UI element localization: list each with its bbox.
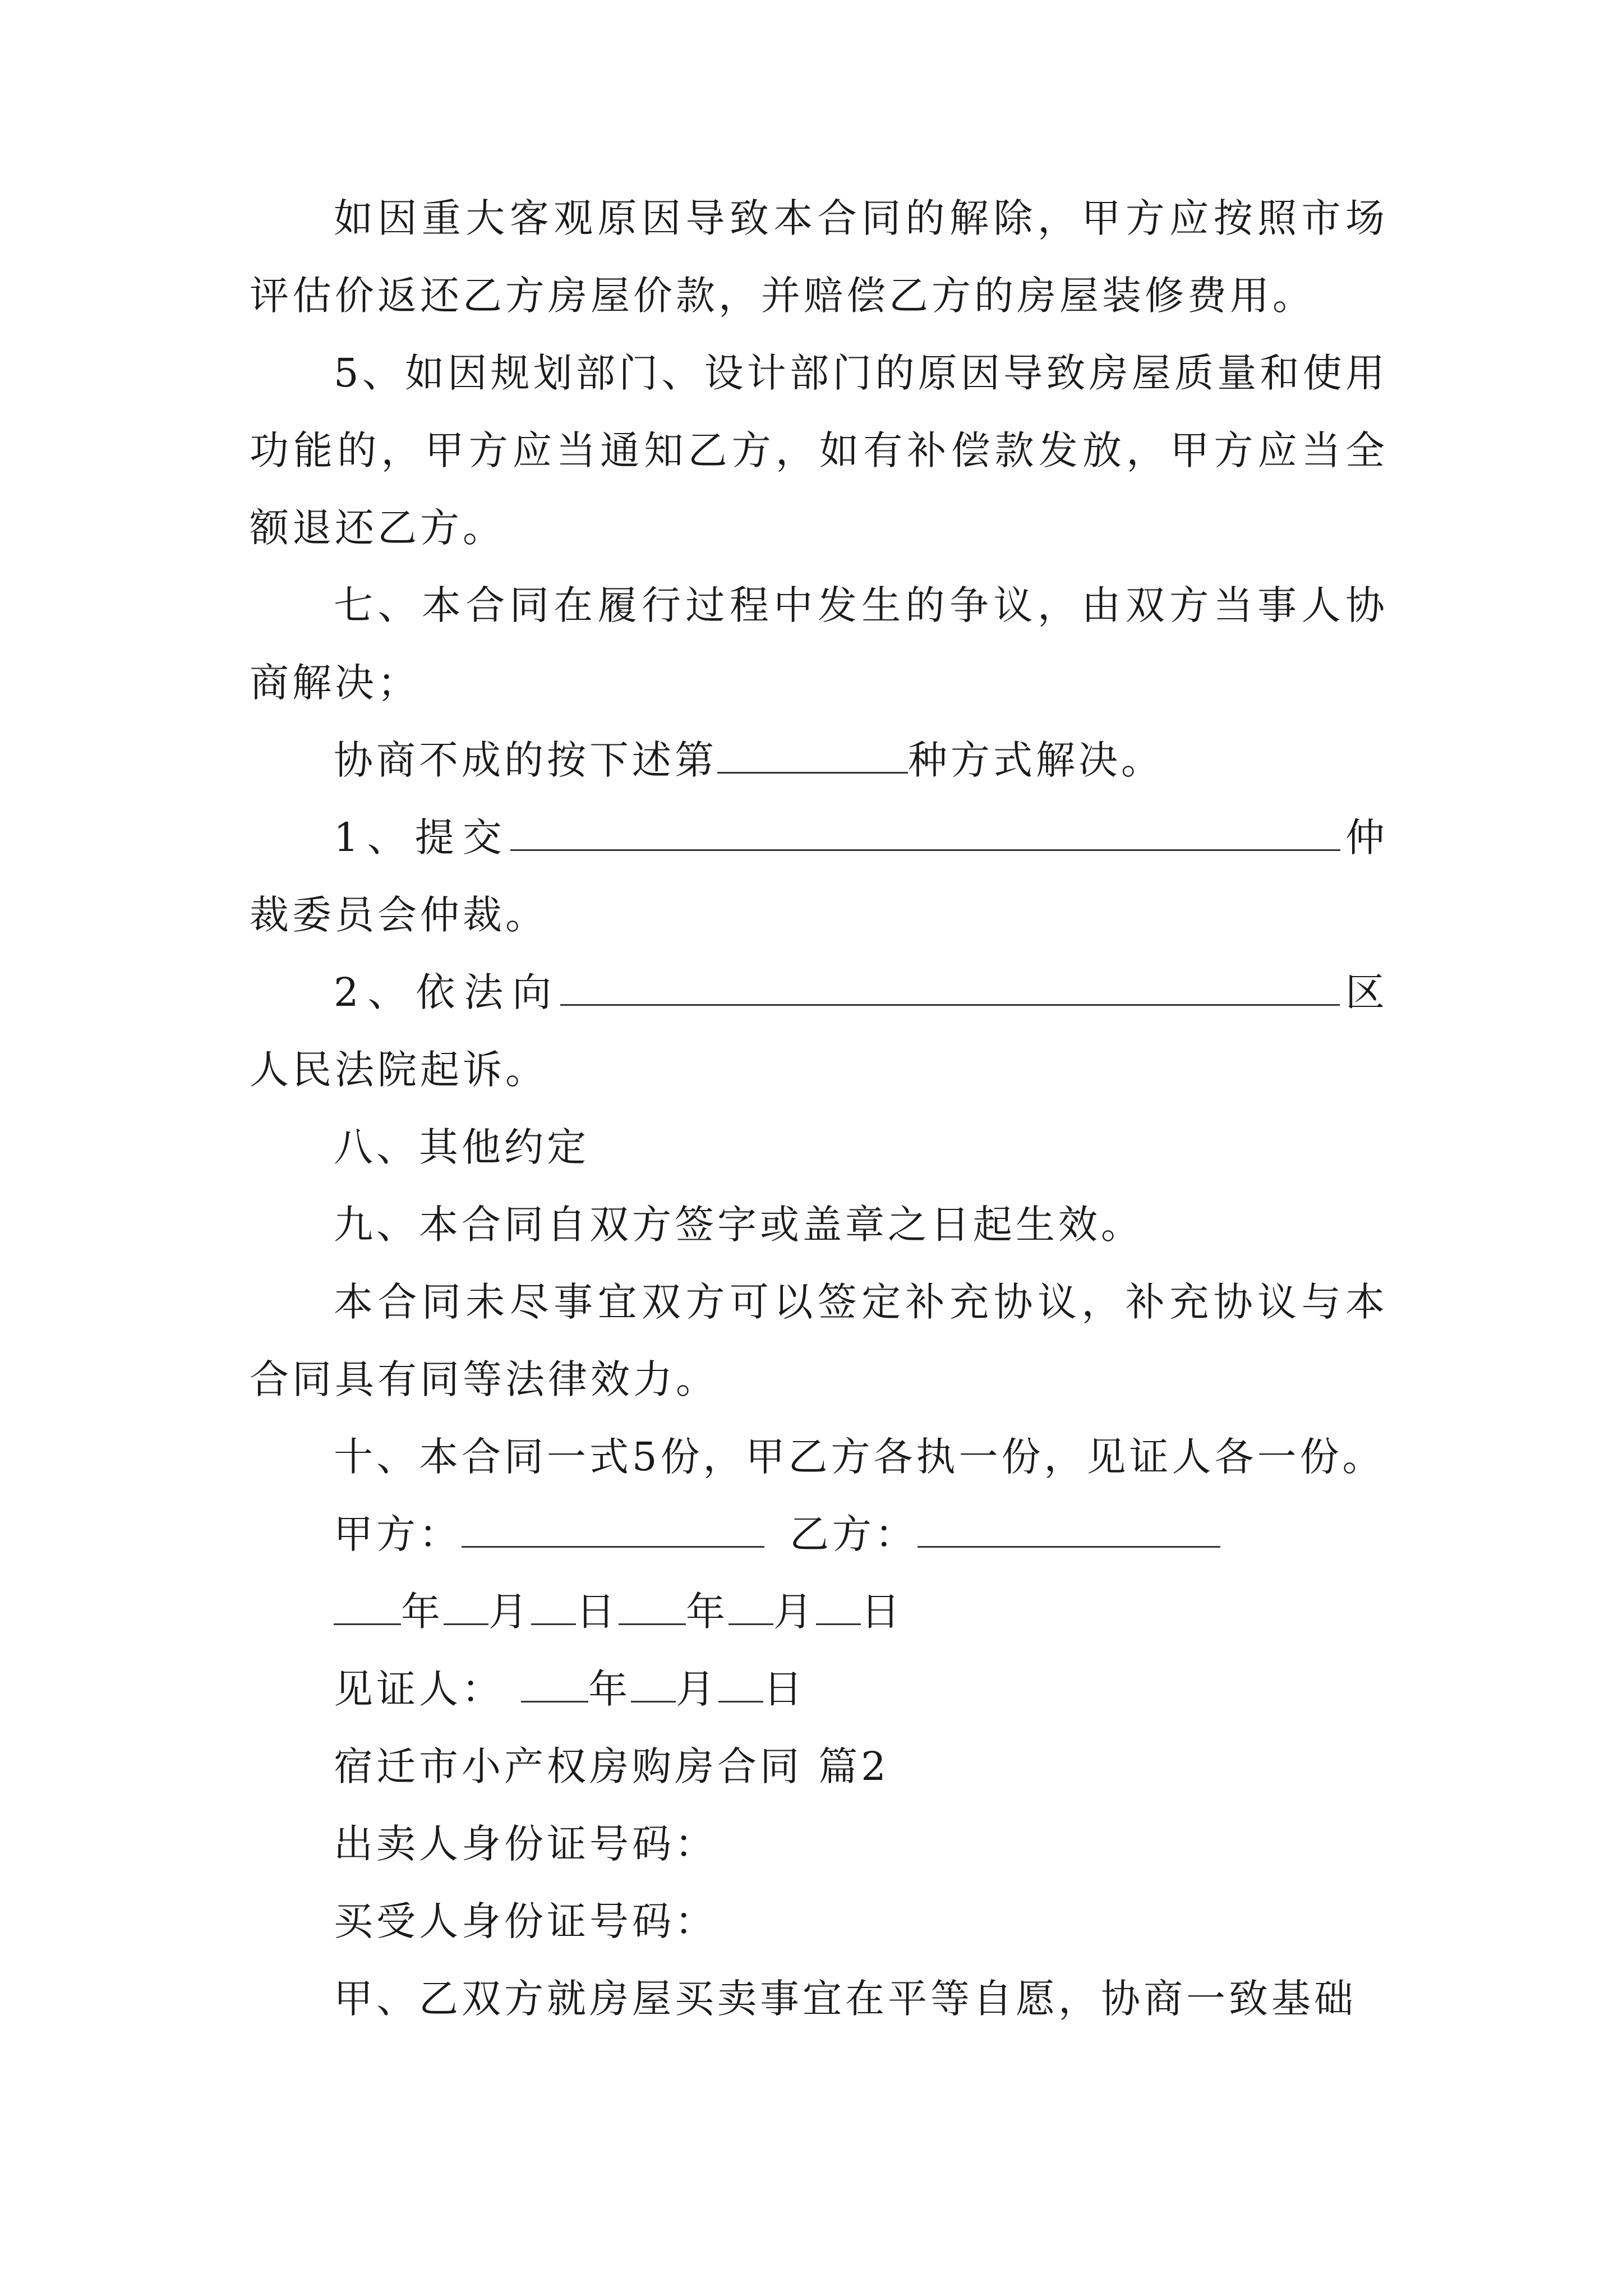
paragraph-resolution-method — [250, 721, 1388, 799]
witness-month-label: 月 — [676, 1666, 718, 1712]
buyer-id-line: 买受人身份证号码： — [334, 1898, 717, 1944]
party-b-blank — [917, 1517, 1220, 1548]
arbitration-blank — [510, 820, 1340, 851]
paragraph-effective: 九、本合同自双方签字或盖章之日起生效。 — [334, 1202, 1144, 1248]
court-suffix: 区人民法院起诉。 — [250, 969, 1389, 1093]
signature-parties — [250, 1496, 1388, 1573]
resolution-method-prefix: 协商不成的按下述第 — [334, 737, 717, 783]
party-b-year-blank — [619, 1594, 686, 1625]
party-b-year-label: 年 — [686, 1589, 728, 1635]
paragraph-court — [250, 954, 1388, 1108]
witness-day-blank — [718, 1672, 763, 1703]
witness-month-blank — [631, 1672, 676, 1703]
witness-label: 见证人： — [334, 1666, 504, 1712]
paragraph-planning: 5、如因规划部门、设计部门的原因导致房屋质量和使用功能的，甲方应当通知乙方，如有补偿款发放，甲方应当全额退还乙方。 — [250, 350, 1388, 551]
signature-witness — [250, 1650, 1388, 1728]
witness-year-label: 年 — [588, 1666, 631, 1712]
party-b-month-label: 月 — [773, 1589, 816, 1635]
paragraph-supplement: 本合同未尽事宜双方可以签定补充协议，补充协议与本合同具有同等法律效力。 — [250, 1279, 1388, 1402]
party-b-month-blank — [728, 1594, 773, 1625]
court-prefix: 2、依法向 — [334, 969, 561, 1015]
resolution-method-suffix: 种方式解决。 — [908, 737, 1164, 783]
contract-text — [250, 180, 1388, 2037]
party-a-blank — [462, 1517, 764, 1548]
paragraph-other-agreements: 八、其他约定 — [334, 1124, 589, 1170]
party-a-month-label: 月 — [488, 1589, 531, 1635]
party-b-label: 乙方： — [790, 1511, 917, 1557]
court-blank — [560, 975, 1340, 1006]
paragraph-dispute: 七、本合同在履行过程中发生的争议，由双方当事人协商解决； — [250, 582, 1388, 706]
party-a-day-blank — [531, 1594, 576, 1625]
party-a-year-label: 年 — [401, 1589, 444, 1635]
paragraph-arbitration — [250, 799, 1388, 954]
paragraph-termination: 如因重大客观原因导致本合同的解除，甲方应按照市场评估价返还乙方房屋价款，并赔偿乙方的房屋装修费用。 — [250, 195, 1388, 319]
signature-dates — [250, 1573, 1388, 1650]
witness-day-label: 日 — [763, 1666, 806, 1712]
arbitration-prefix: 1、提交 — [334, 815, 510, 861]
party-b-day-label: 日 — [861, 1589, 903, 1635]
party-a-day-label: 日 — [576, 1589, 619, 1635]
witness-year-blank — [521, 1672, 588, 1703]
paragraph-copies: 十、本合同一式5份，甲乙方各执一份，见证人各一份。 — [334, 1434, 1385, 1480]
resolution-method-blank — [717, 743, 908, 774]
seller-id-line: 出卖人身份证号码： — [334, 1821, 717, 1867]
section-2-intro: 甲、乙双方就房屋买卖事宜在平等自愿，协商一致基础 — [334, 1976, 1357, 2022]
arbitration-suffix: 仲裁委员会仲裁。 — [250, 815, 1388, 938]
party-a-label: 甲方： — [334, 1511, 462, 1557]
party-a-month-blank — [444, 1594, 488, 1625]
section-2-title: 宿迁市小产权房购房合同 篇2 — [334, 1743, 889, 1789]
party-b-day-blank — [816, 1594, 861, 1625]
party-a-year-blank — [334, 1594, 401, 1625]
